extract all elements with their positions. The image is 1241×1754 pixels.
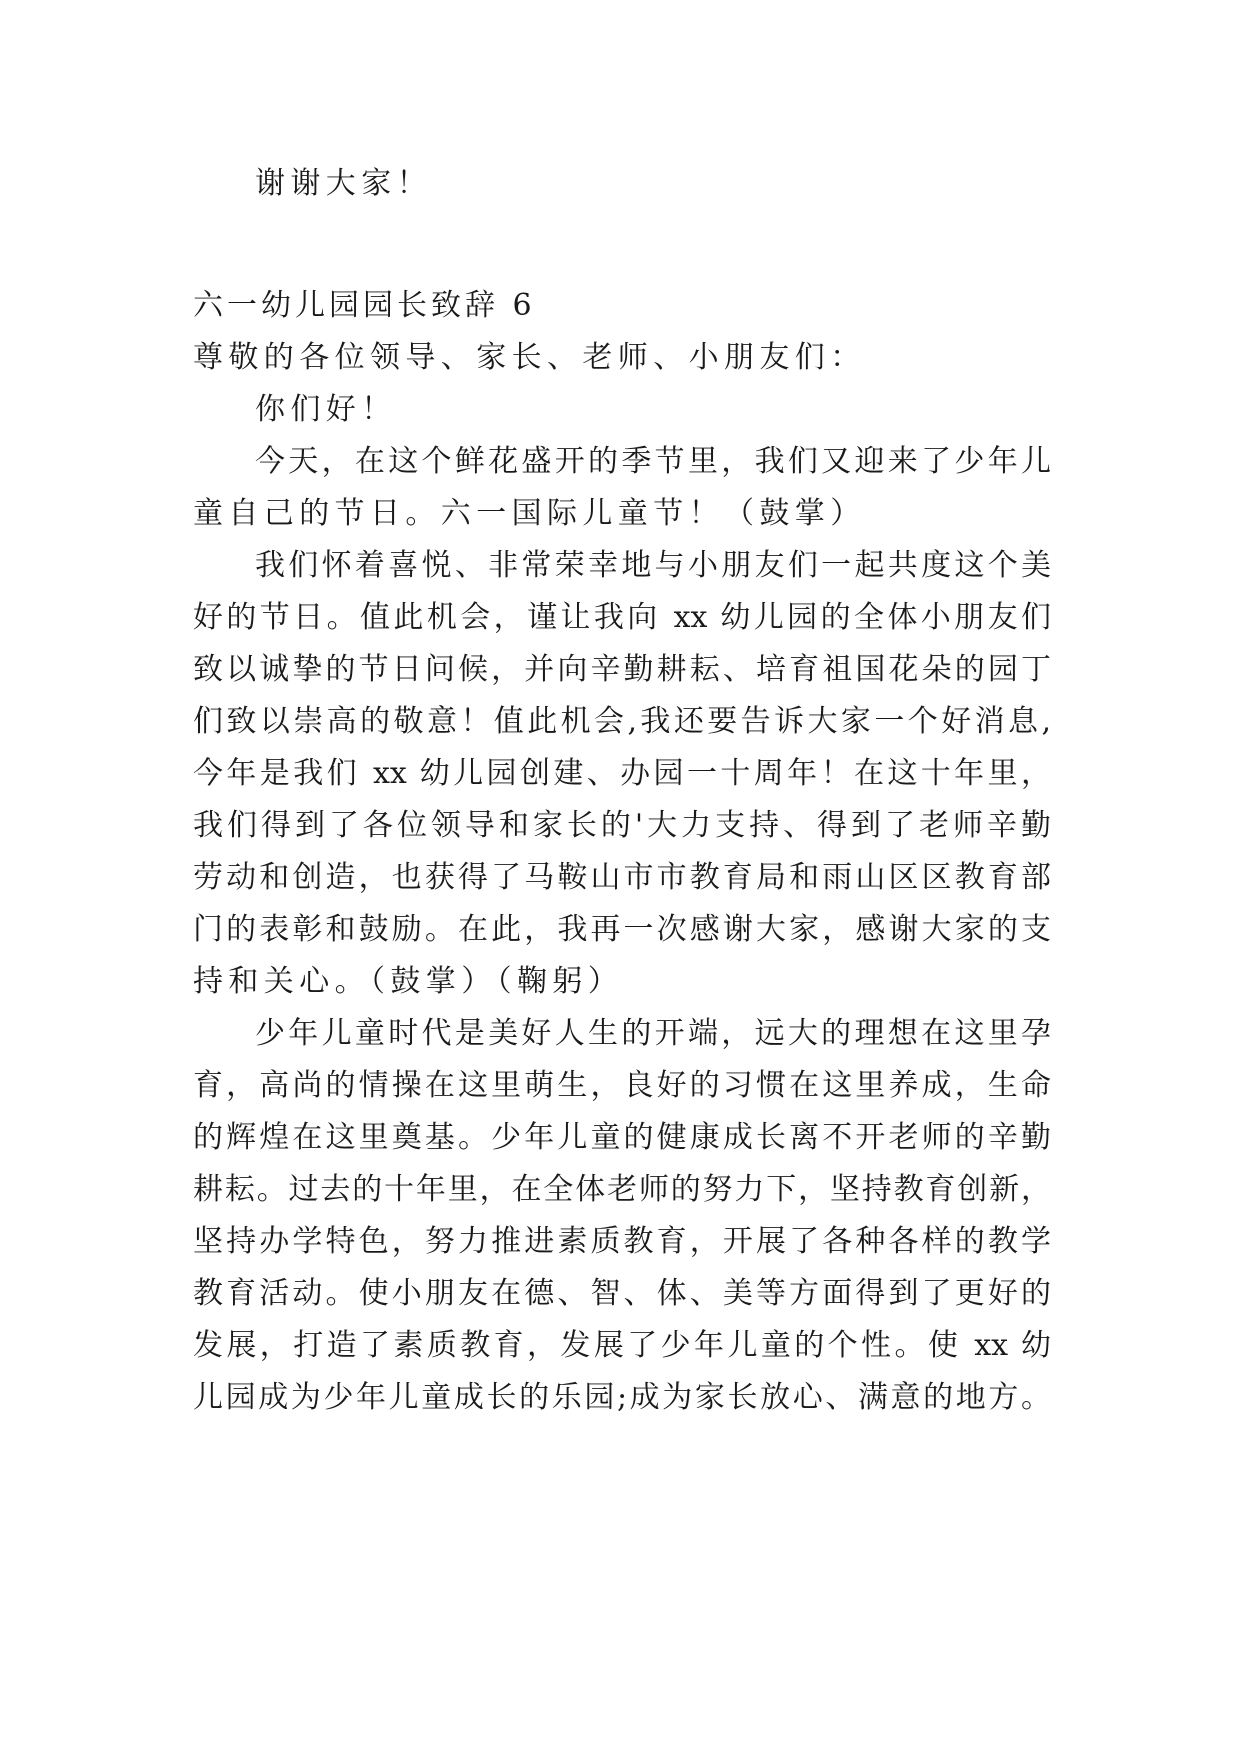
paragraph-line: 今天，在这个鲜花盛开的季节里，我们又迎来了少年儿 <box>255 444 1051 479</box>
paragraph-line: 育，高尚的情操在这里萌生，良好的习惯在这里养成，生命 <box>193 1068 1051 1103</box>
paragraph-line: 门的表彰和鼓励。在此，我再一次感谢大家，感谢大家的支 <box>193 912 1051 947</box>
paragraph-2 <box>193 540 1051 1008</box>
paragraph-line: 今年是我们 xx 幼儿园创建、办园一十周年！在这十年里， <box>193 756 1051 791</box>
paragraph-line: 儿园成为少年儿童成长的乐园;成为家长放心、满意的地方。 <box>193 1380 1051 1415</box>
closing-line: 谢谢大家！ <box>255 166 432 201</box>
paragraph-line: 我们怀着喜悦、非常荣幸地与小朋友们一起共度这个美 <box>255 548 1051 583</box>
paragraph-line: 致以诚挚的节日问候，并向辛勤耕耘、培育祖国花朵的园丁 <box>193 652 1051 687</box>
paragraph-1 <box>193 436 1051 540</box>
paragraph-line: 少年儿童时代是美好人生的开端，远大的理想在这里孕 <box>255 1016 1051 1051</box>
speech-title: 六一幼儿园园长致辞 6 <box>193 288 536 323</box>
paragraph-3 <box>193 1008 1051 1424</box>
paragraph-line: 我们得到了各位领导和家长的'大力支持、得到了老师辛勤 <box>193 808 1051 843</box>
paragraph-line: 的辉煌在这里奠基。少年儿童的健康成长离不开老师的辛勤 <box>193 1120 1051 1155</box>
paragraph-line: 劳动和创造，也获得了马鞍山市市教育局和雨山区区教育部 <box>193 860 1051 895</box>
salutation: 尊敬的各位领导、家长、老师、小朋友们： <box>193 340 866 375</box>
paragraph-line: 教育活动。使小朋友在德、智、体、美等方面得到了更好的 <box>193 1276 1051 1311</box>
paragraph-line: 持和关心。（鼓掌）（鞠躬） <box>193 964 624 999</box>
paragraph-line: 童自己的节日。六一国际儿童节！（鼓掌） <box>193 496 866 531</box>
paragraph-line: 发展，打造了素质教育，发展了少年儿童的个性。使 xx 幼 <box>193 1328 1051 1363</box>
speech-body <box>193 332 1051 1424</box>
greeting: 你们好！ <box>255 392 397 427</box>
paragraph-line: 坚持办学特色，努力推进素质教育，开展了各种各样的教学 <box>193 1224 1051 1259</box>
paragraph-line: 好的节日。值此机会，谨让我向 xx 幼儿园的全体小朋友们 <box>193 600 1051 635</box>
paragraph-line: 耕耘。过去的十年里，在全体老师的努力下，坚持教育创新， <box>193 1172 1051 1207</box>
paragraph-line: 们致以崇高的敬意！值此机会,我还要告诉大家一个好消息, <box>193 704 1051 739</box>
